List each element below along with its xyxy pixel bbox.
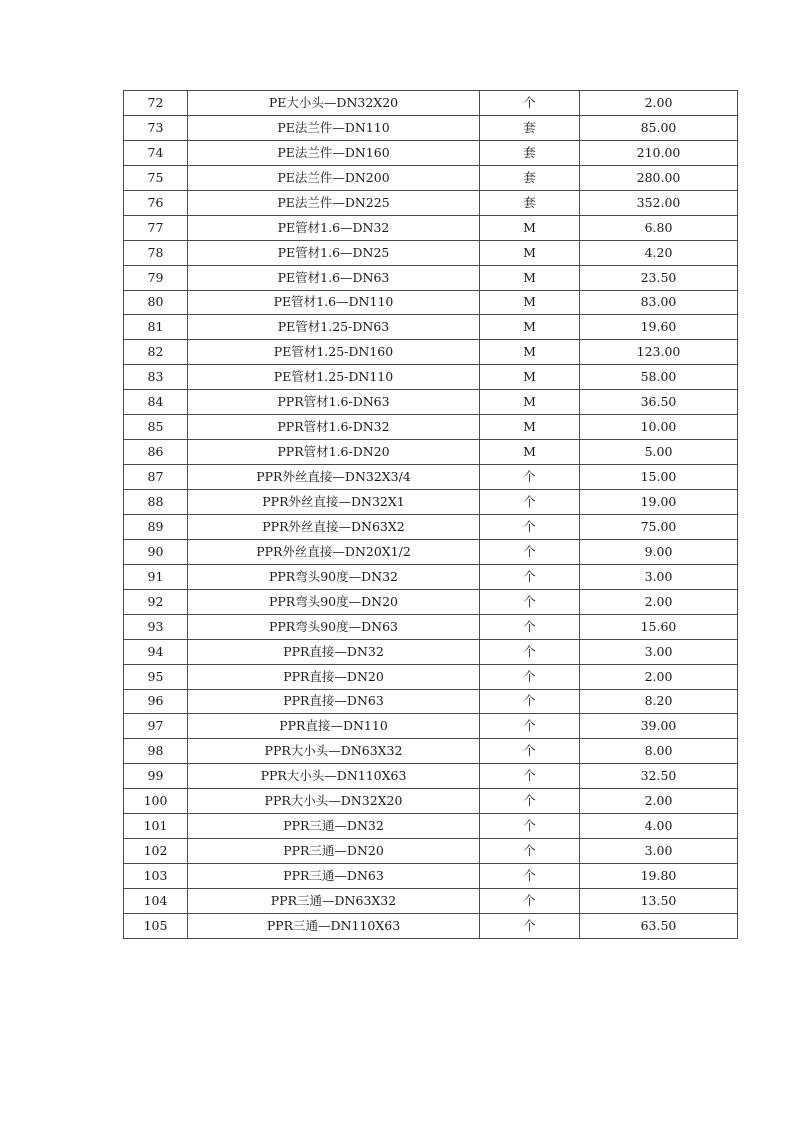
item-unit-cell: M	[480, 290, 580, 315]
table-row	[124, 889, 738, 914]
table-row	[124, 290, 738, 315]
item-name-cell: PPR大小头—DN32X20	[188, 789, 480, 814]
table-row	[124, 839, 738, 864]
table-row	[124, 864, 738, 889]
item-price-cell: 5.00	[580, 440, 738, 465]
item-name-cell: PPR三通—DN20	[188, 839, 480, 864]
item-name-cell: PPR三通—DN110X63	[188, 913, 480, 938]
item-number-cell: 91	[124, 564, 188, 589]
item-unit-cell: 个	[480, 490, 580, 515]
table-body	[124, 91, 738, 939]
item-name-cell: PE管材1.25-DN160	[188, 340, 480, 365]
item-number-cell: 97	[124, 714, 188, 739]
item-price-cell: 13.50	[580, 889, 738, 914]
item-name-cell: PE管材1.6—DN32	[188, 215, 480, 240]
item-price-cell: 39.00	[580, 714, 738, 739]
table-row	[124, 614, 738, 639]
item-unit-cell: 个	[480, 689, 580, 714]
item-price-cell: 2.00	[580, 789, 738, 814]
table-row	[124, 390, 738, 415]
item-number-cell: 87	[124, 465, 188, 490]
item-unit-cell: 个	[480, 913, 580, 938]
item-price-cell: 19.80	[580, 864, 738, 889]
item-price-cell: 83.00	[580, 290, 738, 315]
item-number-cell: 92	[124, 589, 188, 614]
item-unit-cell: 个	[480, 739, 580, 764]
table-row	[124, 539, 738, 564]
item-price-cell: 210.00	[580, 140, 738, 165]
table-row	[124, 340, 738, 365]
item-unit-cell: 个	[480, 91, 580, 116]
item-price-cell: 10.00	[580, 415, 738, 440]
item-number-cell: 98	[124, 739, 188, 764]
item-name-cell: PPR三通—DN63X32	[188, 889, 480, 914]
item-unit-cell: 个	[480, 839, 580, 864]
item-name-cell: PPR管材1.6-DN32	[188, 415, 480, 440]
item-unit-cell: 个	[480, 589, 580, 614]
item-price-cell: 63.50	[580, 913, 738, 938]
item-number-cell: 100	[124, 789, 188, 814]
item-name-cell: PPR直接—DN63	[188, 689, 480, 714]
item-number-cell: 75	[124, 165, 188, 190]
item-name-cell: PPR外丝直接—DN63X2	[188, 514, 480, 539]
item-number-cell: 85	[124, 415, 188, 440]
item-price-cell: 19.60	[580, 315, 738, 340]
item-price-cell: 352.00	[580, 190, 738, 215]
table-row	[124, 564, 738, 589]
table-row	[124, 315, 738, 340]
table-row	[124, 265, 738, 290]
item-unit-cell: M	[480, 240, 580, 265]
item-name-cell: PE管材1.25-DN110	[188, 365, 480, 390]
item-number-cell: 99	[124, 764, 188, 789]
item-price-cell: 15.60	[580, 614, 738, 639]
item-name-cell: PPR管材1.6-DN63	[188, 390, 480, 415]
item-unit-cell: M	[480, 440, 580, 465]
item-price-cell: 36.50	[580, 390, 738, 415]
item-unit-cell: 个	[480, 714, 580, 739]
item-price-cell: 280.00	[580, 165, 738, 190]
item-unit-cell: M	[480, 340, 580, 365]
item-unit-cell: 个	[480, 889, 580, 914]
item-number-cell: 81	[124, 315, 188, 340]
item-unit-cell: M	[480, 415, 580, 440]
item-name-cell: PPR大小头—DN110X63	[188, 764, 480, 789]
item-price-cell: 32.50	[580, 764, 738, 789]
item-name-cell: PE大小头—DN32X20	[188, 91, 480, 116]
item-number-cell: 90	[124, 539, 188, 564]
item-unit-cell: M	[480, 215, 580, 240]
item-name-cell: PPR直接—DN20	[188, 664, 480, 689]
item-number-cell: 103	[124, 864, 188, 889]
item-name-cell: PPR弯头90度—DN63	[188, 614, 480, 639]
item-unit-cell: 套	[480, 190, 580, 215]
item-price-cell: 8.00	[580, 739, 738, 764]
item-number-cell: 72	[124, 91, 188, 116]
item-name-cell: PPR直接—DN32	[188, 639, 480, 664]
table-row	[124, 165, 738, 190]
table-row	[124, 913, 738, 938]
item-number-cell: 79	[124, 265, 188, 290]
table-row	[124, 465, 738, 490]
table-row	[124, 490, 738, 515]
item-unit-cell: 个	[480, 814, 580, 839]
item-unit-cell: 个	[480, 465, 580, 490]
item-price-cell: 8.20	[580, 689, 738, 714]
item-name-cell: PE管材1.25-DN63	[188, 315, 480, 340]
item-name-cell: PE管材1.6—DN25	[188, 240, 480, 265]
item-number-cell: 101	[124, 814, 188, 839]
table-row	[124, 714, 738, 739]
item-number-cell: 89	[124, 514, 188, 539]
item-number-cell: 94	[124, 639, 188, 664]
table-row	[124, 739, 738, 764]
item-price-cell: 58.00	[580, 365, 738, 390]
item-price-cell: 75.00	[580, 514, 738, 539]
table-row	[124, 764, 738, 789]
item-price-cell: 19.00	[580, 490, 738, 515]
item-number-cell: 77	[124, 215, 188, 240]
item-unit-cell: 套	[480, 115, 580, 140]
table-row	[124, 415, 738, 440]
item-unit-cell: 个	[480, 764, 580, 789]
item-price-cell: 4.00	[580, 814, 738, 839]
item-number-cell: 84	[124, 390, 188, 415]
item-number-cell: 96	[124, 689, 188, 714]
item-price-cell: 123.00	[580, 340, 738, 365]
item-number-cell: 83	[124, 365, 188, 390]
table-row	[124, 215, 738, 240]
table-row	[124, 789, 738, 814]
item-unit-cell: 个	[480, 864, 580, 889]
item-unit-cell: M	[480, 265, 580, 290]
item-number-cell: 105	[124, 913, 188, 938]
item-unit-cell: 个	[480, 539, 580, 564]
item-price-cell: 2.00	[580, 664, 738, 689]
item-number-cell: 95	[124, 664, 188, 689]
item-name-cell: PE管材1.6—DN63	[188, 265, 480, 290]
item-number-cell: 86	[124, 440, 188, 465]
item-name-cell: PPR三通—DN63	[188, 864, 480, 889]
item-name-cell: PPR直接—DN110	[188, 714, 480, 739]
item-unit-cell: M	[480, 315, 580, 340]
item-unit-cell: M	[480, 365, 580, 390]
item-unit-cell: 个	[480, 614, 580, 639]
item-price-cell: 6.80	[580, 215, 738, 240]
item-number-cell: 82	[124, 340, 188, 365]
item-price-cell: 15.00	[580, 465, 738, 490]
table-row	[124, 689, 738, 714]
table-row	[124, 440, 738, 465]
item-price-cell: 3.00	[580, 839, 738, 864]
table-row	[124, 91, 738, 116]
item-unit-cell: M	[480, 390, 580, 415]
item-name-cell: PE法兰件—DN225	[188, 190, 480, 215]
item-name-cell: PE法兰件—DN110	[188, 115, 480, 140]
item-name-cell: PPR弯头90度—DN32	[188, 564, 480, 589]
item-number-cell: 78	[124, 240, 188, 265]
item-number-cell: 73	[124, 115, 188, 140]
item-price-cell: 85.00	[580, 115, 738, 140]
item-price-cell: 3.00	[580, 639, 738, 664]
price-table	[123, 90, 738, 939]
item-name-cell: PPR大小头—DN63X32	[188, 739, 480, 764]
table-row	[124, 639, 738, 664]
item-price-cell: 23.50	[580, 265, 738, 290]
item-name-cell: PPR管材1.6-DN20	[188, 440, 480, 465]
item-number-cell: 93	[124, 614, 188, 639]
item-unit-cell: 套	[480, 165, 580, 190]
item-name-cell: PPR弯头90度—DN20	[188, 589, 480, 614]
item-name-cell: PPR三通—DN32	[188, 814, 480, 839]
table-row	[124, 589, 738, 614]
item-unit-cell: 个	[480, 564, 580, 589]
table-row	[124, 240, 738, 265]
item-name-cell: PPR外丝直接—DN20X1/2	[188, 539, 480, 564]
item-name-cell: PPR外丝直接—DN32X3/4	[188, 465, 480, 490]
item-unit-cell: 个	[480, 639, 580, 664]
item-number-cell: 76	[124, 190, 188, 215]
table-row	[124, 664, 738, 689]
table-row	[124, 814, 738, 839]
table-row	[124, 115, 738, 140]
table-row	[124, 190, 738, 215]
item-number-cell: 74	[124, 140, 188, 165]
item-price-cell: 9.00	[580, 539, 738, 564]
item-price-cell: 4.20	[580, 240, 738, 265]
item-unit-cell: 个	[480, 664, 580, 689]
item-number-cell: 104	[124, 889, 188, 914]
table-row	[124, 365, 738, 390]
item-unit-cell: 个	[480, 789, 580, 814]
item-number-cell: 80	[124, 290, 188, 315]
item-name-cell: PE管材1.6—DN110	[188, 290, 480, 315]
table-row	[124, 514, 738, 539]
item-price-cell: 3.00	[580, 564, 738, 589]
item-price-cell: 2.00	[580, 91, 738, 116]
item-unit-cell: 个	[480, 514, 580, 539]
item-price-cell: 2.00	[580, 589, 738, 614]
item-unit-cell: 套	[480, 140, 580, 165]
item-number-cell: 102	[124, 839, 188, 864]
item-name-cell: PE法兰件—DN200	[188, 165, 480, 190]
item-number-cell: 88	[124, 490, 188, 515]
item-name-cell: PE法兰件—DN160	[188, 140, 480, 165]
item-name-cell: PPR外丝直接—DN32X1	[188, 490, 480, 515]
table-row	[124, 140, 738, 165]
